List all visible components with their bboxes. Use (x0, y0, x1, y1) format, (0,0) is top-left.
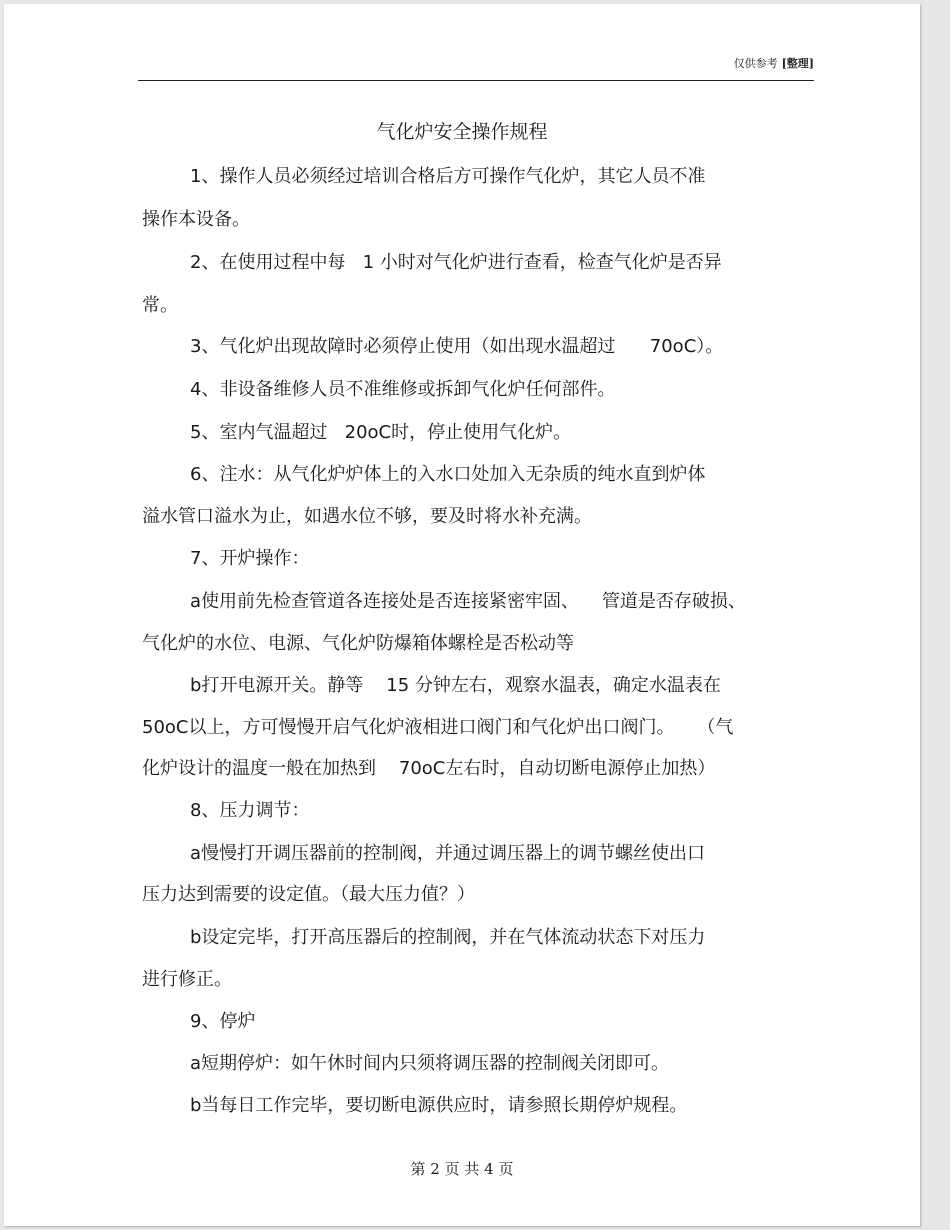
text-line: a慢慢打开调压器前的控制阀，并通过调压器上的调节螺丝使出口 (190, 843, 706, 864)
document-page (4, 4, 920, 1226)
document-title: 气化炉安全操作规程 (376, 121, 548, 143)
text-line: a使用前先检查管道各连接处是否连接紧密牢固、 管道是否存破损、 (190, 591, 746, 612)
text-line: 压力达到需要的设定值。（最大压力值？） (142, 884, 475, 905)
text-line: 3、气化炉出现故障时必须停止使用（如出现水温超过 70oC）。 (190, 336, 724, 357)
text-line: 9、停炉 (190, 1011, 256, 1032)
text-line: 常。 (142, 295, 178, 316)
text-line: b打开电源开关。静等 15 分钟左右，观察水温表，确定水温表在 (190, 675, 721, 696)
text-line: 进行修正。 (142, 969, 232, 990)
page-header (138, 57, 814, 71)
text-line: 2、在使用过程中每 1 小时对气化炉进行查看，检查气化炉是否异 (190, 252, 722, 273)
text-line: 5、室内气温超过 20oC时，停止使用气化炉。 (190, 422, 572, 443)
text-line: 6、注水：从气化炉炉体上的入水口处加入无杂质的纯水直到炉体 (190, 464, 706, 485)
text-line: 化炉设计的温度一般在加热到 70oC左右时，自动切断电源停止加热） (142, 758, 716, 779)
text-line: 溢水管口溢水为止，如遇水位不够，要及时将水补充满。 (142, 506, 592, 527)
text-line: 操作本设备。 (142, 209, 250, 230)
page-footer: 第 2 页 共 4 页 (410, 1160, 514, 1178)
text-line: 8、压力调节： (190, 800, 310, 821)
text-line: 4、非设备维修人员不准维修或拆卸气化炉任何部件。 (190, 379, 616, 400)
text-line: b设定完毕，打开高压器后的控制阀，并在气体流动状态下对压力 (190, 927, 706, 948)
text-line: 50oC以上，方可慢慢开启气化炉液相进口阀门和气化炉出口阀门。 （气 (142, 717, 734, 738)
text-line: 1、操作人员必须经过培训合格后方可操作气化炉，其它人员不准 (190, 166, 706, 187)
header-rule (138, 80, 814, 81)
header-label: 仅供参考 (733, 57, 778, 70)
text-line: b当每日工作完毕，要切断电源供应时，请参照长期停炉规程。 (190, 1095, 688, 1116)
text-line: a短期停炉：如午休时间内只须将调压器的控制阀关闭即可。 (190, 1053, 670, 1074)
text-line: 7、开炉操作： (190, 548, 310, 569)
text-line: 气化炉的水位、电源、气化炉防爆箱体螺栓是否松动等 (142, 633, 574, 654)
header-tag: [整理] (781, 57, 814, 70)
